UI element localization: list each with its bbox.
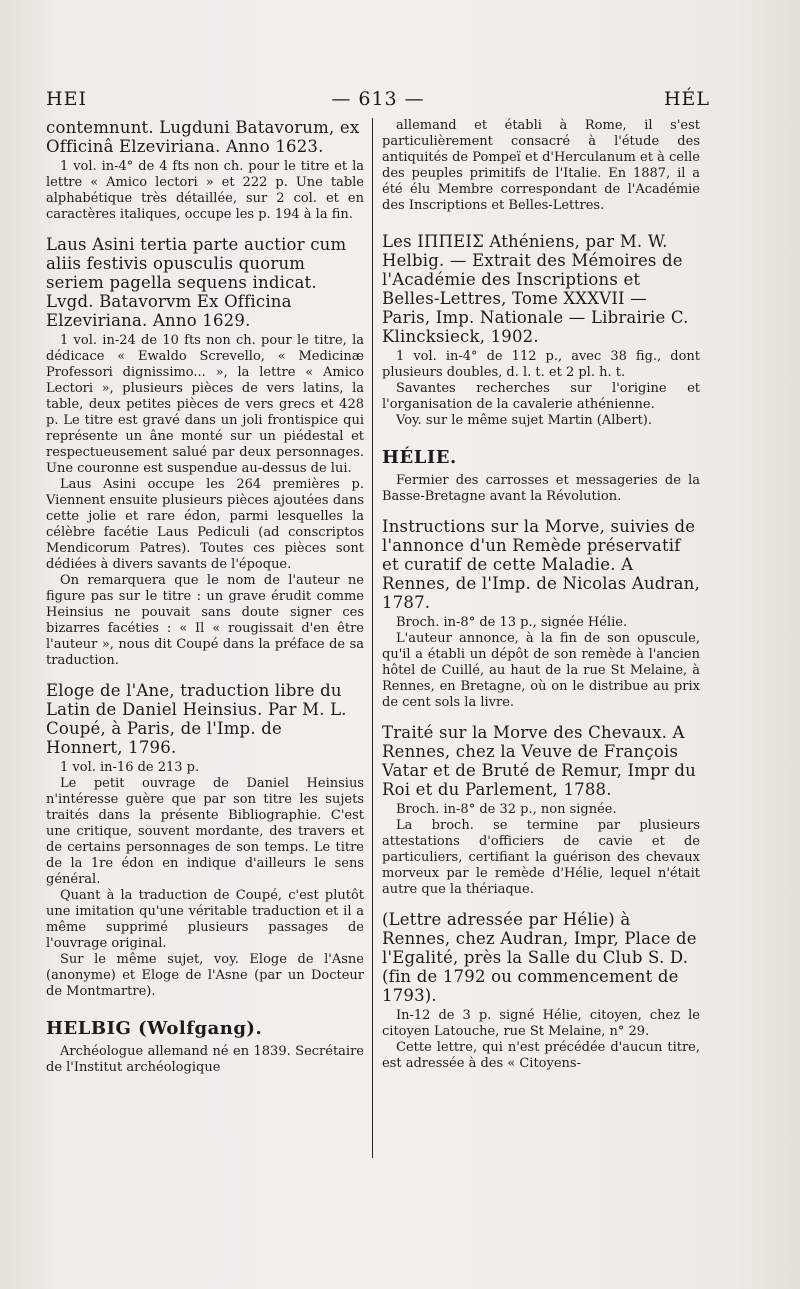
entry-note: Quant à la traduction de Coupé, c'est plutôt une imitation qu'une véritable traduction et il a même supprimé plusieurs passages de l'ouvrage original. xyxy=(46,888,364,951)
running-head xyxy=(46,88,710,114)
author-heading: HÉLIE. xyxy=(382,447,457,468)
entry-title: (Lettre adressée par Hélie) à Rennes, chez Audran, Impr, Place de l'Egalité, près la Salle du Club S. D. (fin de 1792 ou commencement de 1793). xyxy=(382,910,697,1005)
entry-note: allemand et établi à Rome, il s'est particulièrement consacré à l'étude des antiquités de Pompeï et d'Herculanum et à celle des peuples primitifs de l'Italie. En 1887, il a été élu Membre correspondant de l'Académie des Inscriptions et Belles-Lettres. xyxy=(382,118,700,213)
entry-note: Broch. in-8° de 32 p., non signée. xyxy=(396,802,617,817)
spacer xyxy=(46,1000,364,1018)
spacer xyxy=(46,223,364,235)
spacer xyxy=(382,429,700,447)
entry-note: 1 vol. in-24 de 10 fts non ch. pour le titre, la dédicace « Ewaldo Screvello, « Medicinæ Professori dignissimo... », la lettre « Amico Lectori », plusieurs pièces de vers latins, la table, deux petites pièces de vers grecs et 428 p. Le titre est gravé dans un joli frontispice qui représente un âne monté sur un piédestal et respectueusement salué par deux personnages. Une couronne est suspendue au-dessus de lui. xyxy=(46,333,364,476)
entry-note: Archéologue allemand né en 1839. Secrétaire de l'Institut archéologique xyxy=(46,1044,364,1075)
entry-note: Voy. sur le même sujet Martin (Albert). xyxy=(396,413,653,428)
entry-title: Les ΙΠΠΕΙΣ Athéniens, par M. W. Helbig. — Extrait des Mémoires de l'Académie des Inscriptions et Belles-Lettres, Tome XXXVII — Paris, Imp. Nationale — Librairie C. Klincksieck, 1902. xyxy=(382,232,689,346)
entry-note: Le petit ouvrage de Daniel Heinsius n'intéresse guère que par son titre les sujets traités dans la présente Bibliographie. C'est une critique, souvent mordante, des travers et de certains personnages de son temps. Le titre de la 1re édon en indique d'ailleurs le sens général. xyxy=(46,776,364,887)
spacer xyxy=(382,711,700,723)
entry-note: In-12 de 3 p. signé Hélie, citoyen, chez le citoyen Latouche, rue St Melaine, n° 29. xyxy=(382,1008,700,1039)
entry-note: Laus Asini occupe les 264 premières p. Viennent ensuite plusieurs pièces ajoutées dans cette jolie et rare édon, parmi lesquelles la célèbre facétie Laus Pediculi (ad conscriptos Mendicorum Patres). Toutes ces pièces sont dédiées à divers savants de l'époque. xyxy=(46,477,364,572)
entry-title: Laus Asini tertia parte auctior cum aliis festivis opusculis quorum seriem pagella sequens indicat. Lvgd. Batavorvm Ex Officina Elzeviriana. Anno 1629. xyxy=(46,235,347,330)
entry-note: La broch. se termine par plusieurs attestations d'officiers de cavie et de particuliers, certifiant la guérison des chevaux morveux par le remède d'Hélie, lequel n'était autre que la thériaque. xyxy=(382,818,700,897)
entry-title: Traité sur la Morve des Chevaux. A Rennes, chez la Veuve de François Vatar et de Bruté de Remur, Impr du Roi et du Parlement, 1788. xyxy=(382,723,696,799)
spacer xyxy=(46,669,364,681)
entry-note: 1 vol. in-16 de 213 p. xyxy=(60,760,200,775)
page-number: — 613 — xyxy=(331,88,425,110)
spacer xyxy=(382,505,700,517)
entry-note: L'auteur annonce, à la fin de son opuscule, qu'il a établi un dépôt de son remède à l'ancien hôtel de Cuillé, au haut de la rue St Melaine, à Rennes, en Bretagne, où on le distribue au prix de cent sols la livre. xyxy=(382,631,700,710)
entry-note: Savantes recherches sur l'origine et l'organisation de la cavalerie athénienne. xyxy=(382,381,700,412)
spacer xyxy=(382,214,700,232)
running-head-right: HÉL xyxy=(663,88,710,110)
right-column xyxy=(382,118,700,1072)
author-heading: HELBIG (Wolfgang). xyxy=(46,1018,263,1039)
column-divider xyxy=(372,118,373,1158)
spacer xyxy=(382,898,700,910)
running-head-left: HEI xyxy=(46,88,87,110)
entry-title: contemnunt. Lugduni Batavorum, ex Officinâ Elzeviriana. Anno 1623. xyxy=(46,118,360,156)
entry-title: Eloge de l'Ane, traduction libre du Latin de Daniel Heinsius. Par M. L. Coupé, à Paris, de l'Imp. de Honnert, 1796. xyxy=(46,681,347,757)
entry-note: Cette lettre, qui n'est précédée d'aucun titre, est adressée à des « Citoyens- xyxy=(382,1040,700,1071)
entry-note: 1 vol. in-4° de 112 p., avec 38 fig., dont plusieurs doubles, d. l. t. et 2 pl. h. t. xyxy=(382,349,700,380)
entry-note: Broch. in-8° de 13 p., signée Hélie. xyxy=(396,615,628,630)
entry-note: Fermier des carrosses et messageries de la Basse-Bretagne avant la Révolution. xyxy=(382,473,700,504)
entry-title: Instructions sur la Morve, suivies de l'annonce d'un Remède préservatif et curatif de cette Maladie. A Rennes, de l'Imp. de Nicolas Audran, 1787. xyxy=(382,517,700,612)
entry-note: On remarquera que le nom de l'auteur ne figure pas sur le titre : un grave érudit comme Heinsius ne pouvait sans doute signer ces bizarres facéties : « Il « rougissait d'en être l'auteur », nous dit Coupé dans la préface de sa traduction. xyxy=(46,573,364,668)
entry-note: Sur le même sujet, voy. Eloge de l'Asne (anonyme) et Eloge de l'Asne (par un Docteur de Montmartre). xyxy=(46,952,364,999)
left-column xyxy=(46,118,364,1076)
entry-note: 1 vol. in-4° de 4 fts non ch. pour le titre et la lettre « Amico lectori » et 222 p. Une table alphabétique très détaillée, sur 2 col. et en caractères italiques, occupe les p. 194 à la fin. xyxy=(46,159,364,222)
